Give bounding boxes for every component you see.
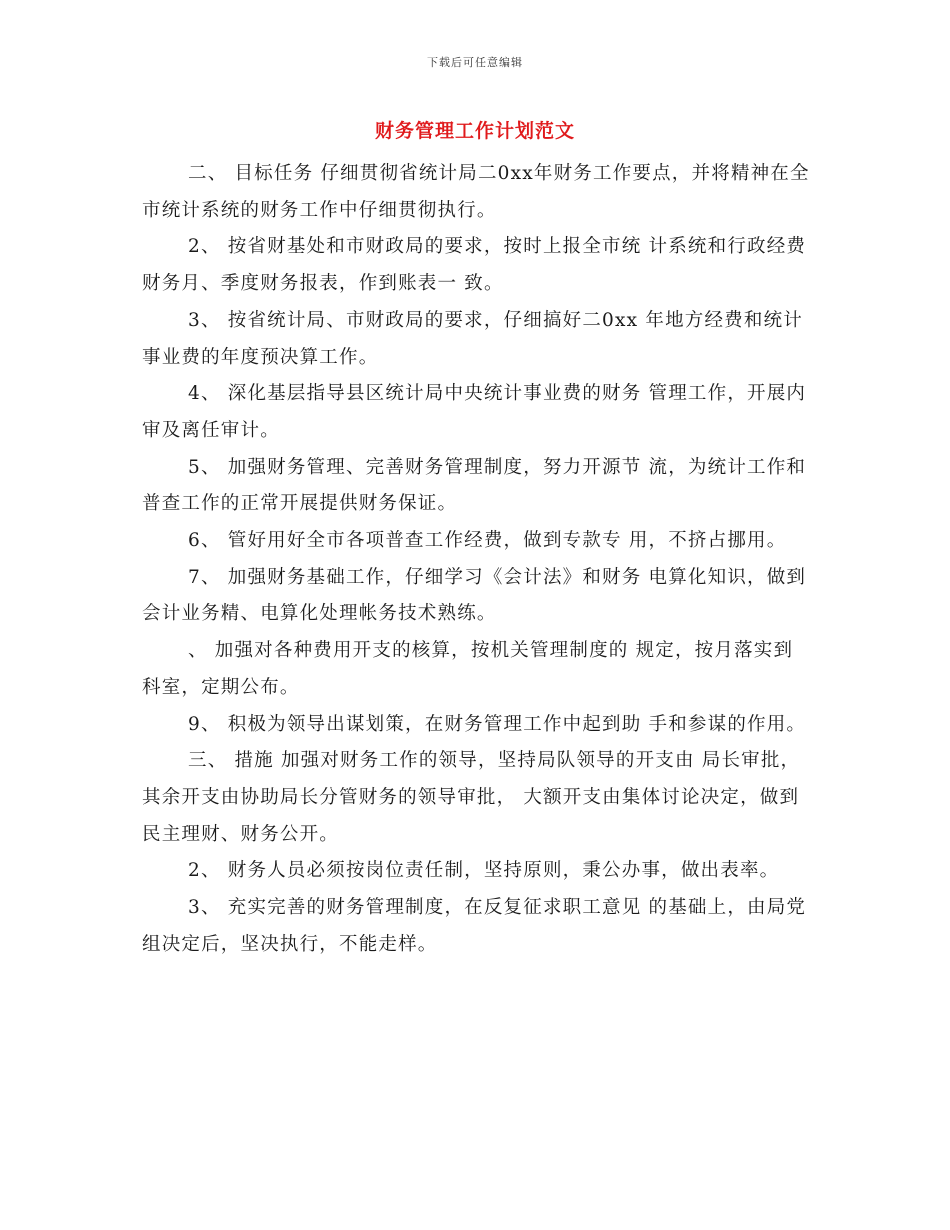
paragraph-item-9: 9、 积极为领导出谋划策，在财务管理工作中起到助 手和参谋的作用。 — [188, 713, 807, 735]
paragraph-measures-2: 2、 财务人员必须按岗位责任制，坚持原则，秉公办事，做出表率。 — [188, 860, 780, 882]
paragraph-measures: 三、 措施 加强对财务工作的领导，坚持局队领导的开支由 局长审批，其余开支由协助局长分管财务的领导审批， 大额开支由集体讨论决定，做到民主理财、财务公开。 — [142, 750, 801, 845]
paragraph-item-6: 6、 管好用好全市各项普查工作经费，做到专款专 用，不挤占挪用。 — [188, 530, 787, 552]
page-header-note: 下载后可任意编辑 — [427, 56, 523, 69]
paragraph-goals: 二、 目标任务 仔细贯彻省统计局二0xx年财务工作要点，并将精神在全市统计系统的财务工作中仔细贯彻执行。 — [142, 163, 810, 221]
document-body — [142, 156, 812, 963]
paragraph-measures-3: 3、 充实完善的财务管理制度，在反复征求职工意见 的基础上，由局党组决定后，坚决执行，不能走样。 — [142, 897, 807, 955]
paragraph-item-7: 7、 加强财务基础工作，仔细学习《会计法》和财务 电算化知识，做到会计业务精、电算化处理帐务技术熟练。 — [142, 566, 807, 625]
document-title: 财务管理工作计划范文 — [374, 120, 575, 142]
paragraph-item-2: 2、 按省财基处和市财政局的要求，按时上报全市统 计系统和行政经费财务月、季度财务报表，作到账表一 致。 — [142, 236, 807, 295]
paragraph-item-3: 3、 按省统计局、市财政局的要求，仔细搞好二0xx 年地方经费和统计事业费的年度预决算工作。 — [142, 309, 803, 368]
paragraph-item-4: 4、 深化基层指导县区统计局中央统计事业费的财务 管理工作，开展内审及离任审计。 — [142, 383, 807, 441]
paragraph-item-8: 、 加强对各种费用开支的核算，按机关管理制度的 规定，按月落实到科室，定期公布。 — [142, 640, 794, 698]
paragraph-item-5: 5、 加强财务管理、完善财务管理制度，努力开源节 流，为统计工作和普查工作的正常开展提供财务保证。 — [142, 456, 807, 515]
